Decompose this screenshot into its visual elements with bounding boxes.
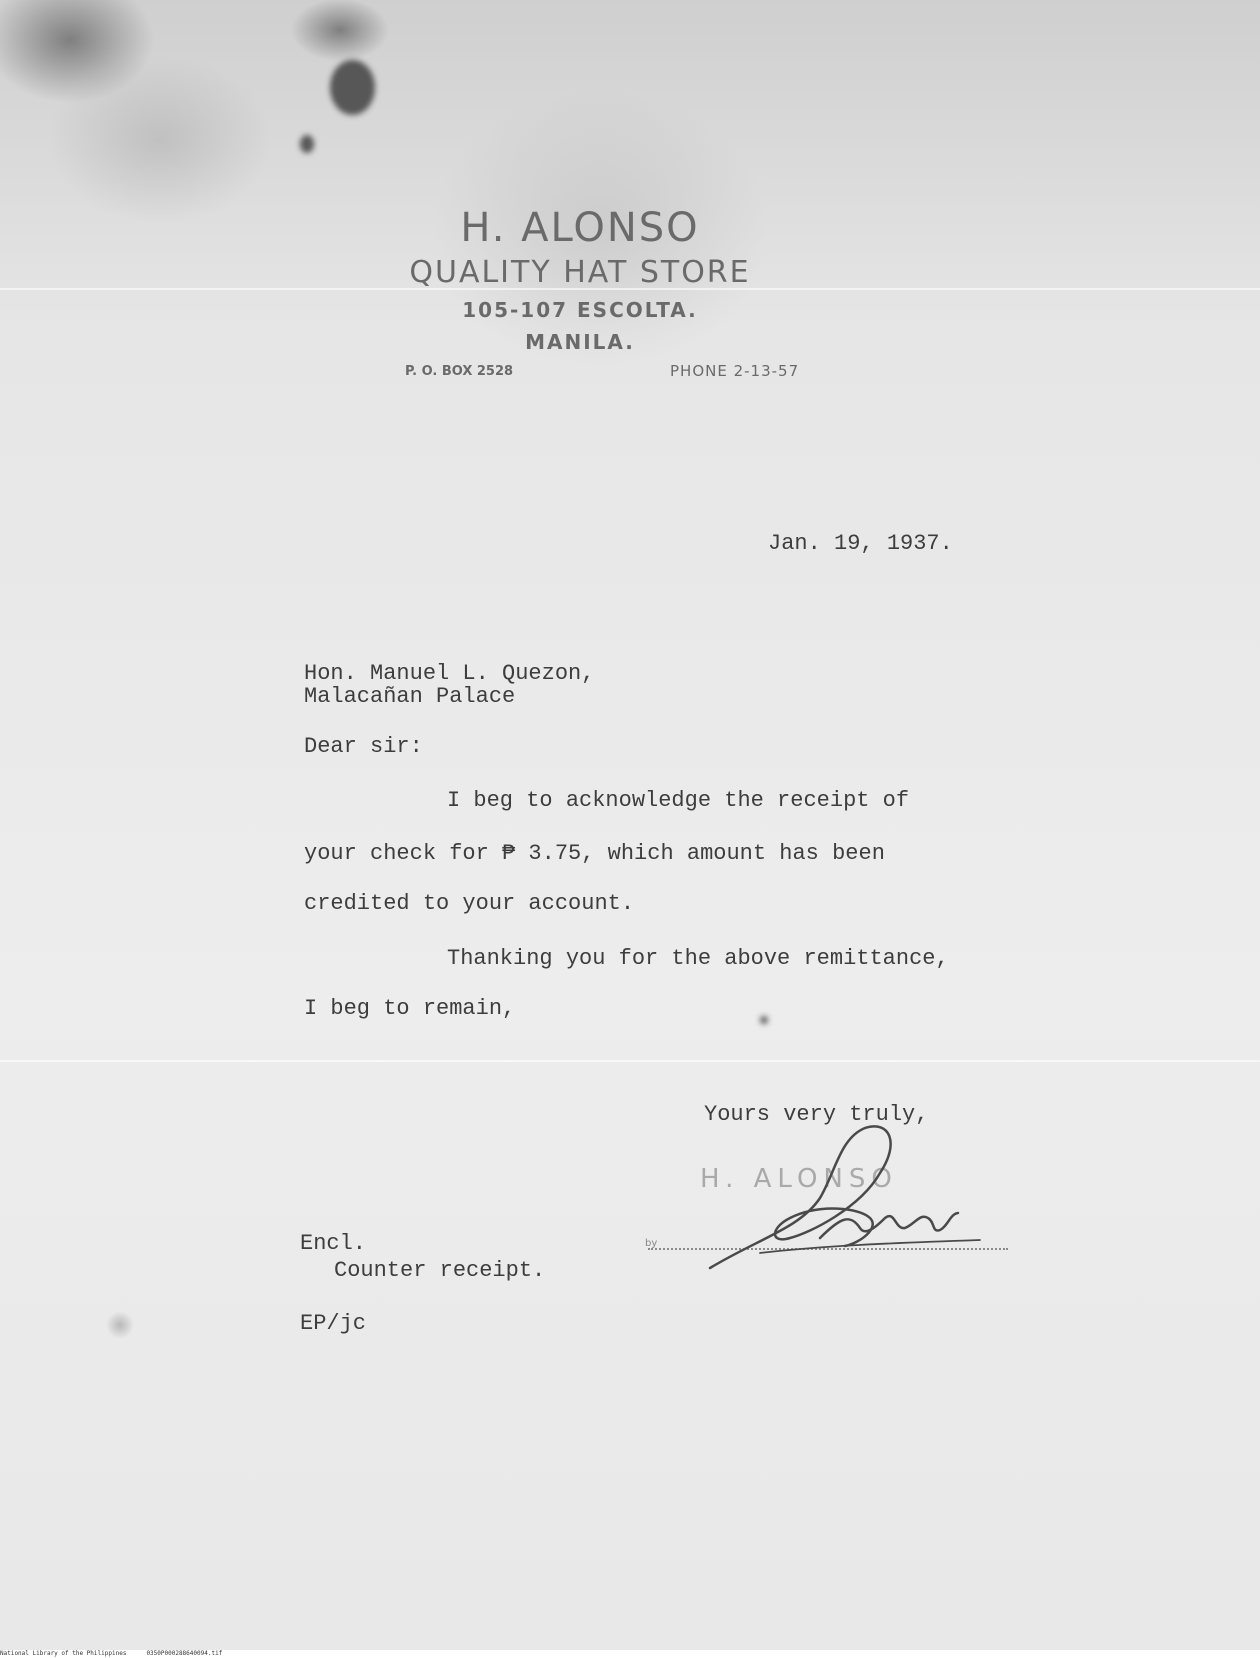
footer-library: National Library of the Philippines — [0, 1650, 127, 1657]
body-line: your check for ₱ 3.75, which amount has been — [304, 841, 885, 866]
recipient-address: Malacañan Palace — [304, 684, 516, 709]
letter-date: Jan. 19, 1937. — [768, 531, 953, 556]
scan-footer — [0, 1650, 1260, 1658]
enclosure-item: Counter receipt. — [334, 1258, 546, 1283]
letterhead-name: H. ALONSO — [460, 205, 700, 251]
ink-blot — [300, 135, 314, 153]
handwritten-signature — [700, 1118, 1000, 1288]
body-line: credited to your account. — [304, 891, 635, 916]
ink-blot — [330, 60, 375, 115]
body-line: I beg to acknowledge the receipt of — [447, 788, 910, 813]
letterhead-city: MANILA. — [525, 330, 635, 354]
stamp-by: by — [645, 1238, 658, 1249]
body-line: Thanking you for the above remittance, — [447, 946, 949, 971]
typist-initials: EP/jc — [300, 1311, 367, 1336]
enclosure-label: Encl. — [300, 1231, 367, 1256]
paper-crease — [0, 1060, 1260, 1062]
company-stamp: H. ALONSO — [700, 1164, 898, 1194]
footer-file: 0350P000288640094.tif — [146, 1650, 223, 1657]
recipient-name: Hon. Manuel L. Quezon, — [304, 661, 595, 686]
letterhead-phone: PHONE 2-13-57 — [670, 362, 800, 380]
ink-blot — [760, 1016, 768, 1024]
letterhead-box: P. O. BOX 2528 — [405, 364, 514, 379]
letterhead-store: QUALITY HAT STORE — [409, 255, 751, 290]
body-line: I beg to remain, — [304, 996, 516, 1021]
letterhead-address: 105-107 ESCOLTA. — [462, 298, 698, 322]
closing: Yours very truly, — [704, 1102, 929, 1127]
salutation: Dear sir: — [304, 734, 423, 759]
